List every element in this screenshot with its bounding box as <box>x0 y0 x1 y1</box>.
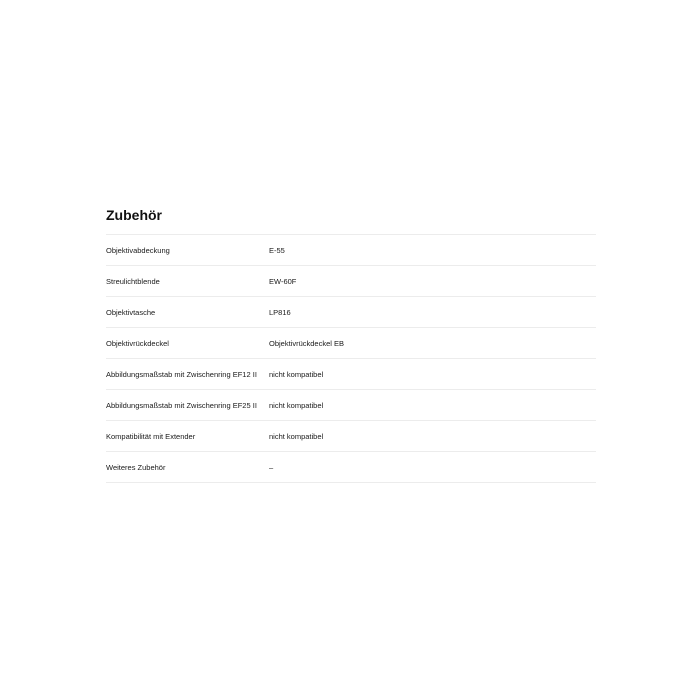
spec-value: LP816 <box>269 308 291 317</box>
spec-row-other-accessories <box>106 452 596 483</box>
spec-label: Abbildungsmaßstab mit Zwischenring EF25 II <box>106 401 257 410</box>
spec-row-rear-cap <box>106 328 596 359</box>
section-title: Zubehör <box>106 207 162 223</box>
accessories-section <box>106 206 596 483</box>
spec-value: EW-60F <box>269 277 297 286</box>
spec-table <box>106 234 596 483</box>
spec-row-lens-hood <box>106 266 596 297</box>
spec-value: – <box>269 463 274 472</box>
spec-value: E-55 <box>269 246 285 255</box>
spec-value: nicht kompatibel <box>269 370 324 379</box>
spec-row-extender-compatibility <box>106 421 596 452</box>
spec-value: nicht kompatibel <box>269 432 324 441</box>
spec-value: nicht kompatibel <box>269 401 324 410</box>
spec-row-extension-tube-ef12 <box>106 359 596 390</box>
spec-row-lens-case <box>106 297 596 328</box>
spec-label: Objektivtasche <box>106 308 156 317</box>
spec-value: Objektivrückdeckel EB <box>269 339 345 348</box>
spec-label: Kompatibilität mit Extender <box>106 432 196 441</box>
spec-label: Weiteres Zubehör <box>106 463 166 472</box>
spec-row-lens-cap <box>106 235 596 266</box>
spec-label: Objektivabdeckung <box>106 246 170 255</box>
spec-label: Objektivrückdeckel <box>106 339 169 348</box>
spec-label: Abbildungsmaßstab mit Zwischenring EF12 II <box>106 370 257 379</box>
spec-row-extension-tube-ef25 <box>106 390 596 421</box>
spec-label: Streulichtblende <box>106 277 160 286</box>
